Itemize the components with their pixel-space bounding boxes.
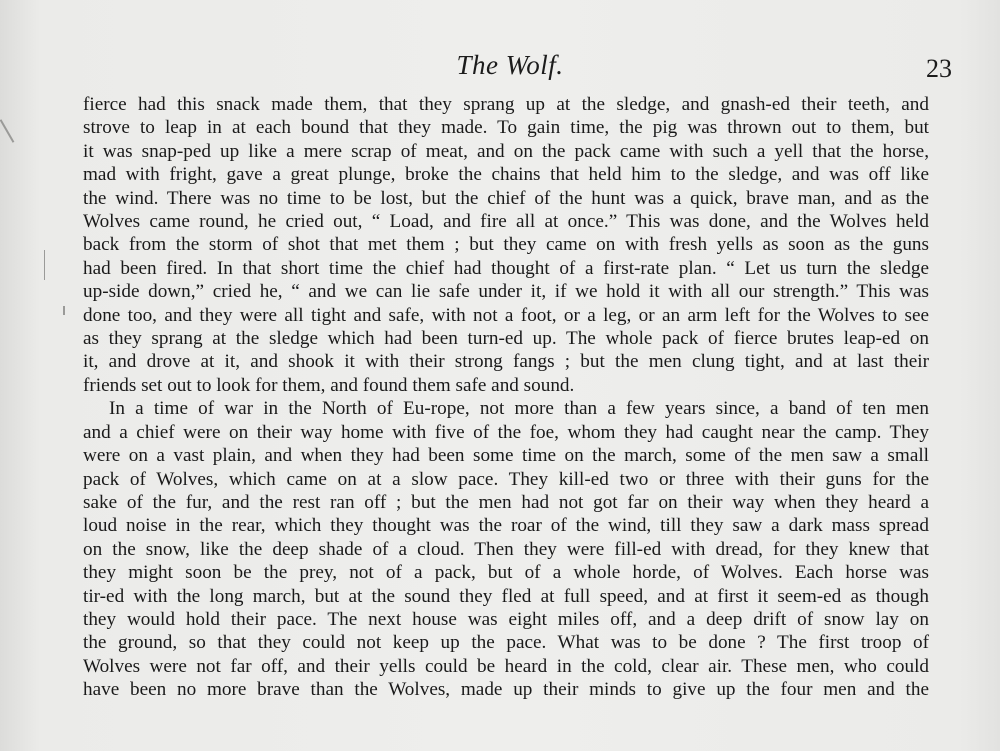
text-line: strove to leap in at each bound that they made. To gain time, the pig was thrown out to them, but <box>83 117 929 139</box>
text-line: Wolves came round, he cried out, “ Load, and fire all at once.” This was done, and the Wolves held <box>83 211 929 233</box>
text-line: on the snow, like the deep shade of a cloud. Then they were fill-ed with dread, for they knew that <box>83 538 929 560</box>
text-line: mad with fright, gave a great plunge, broke the chains that held him to the sledge, and was off like <box>83 164 929 186</box>
text-line: up-side down,” cried he, “ and we can lie safe under it, if we hold it with all our strength.” This was <box>83 281 929 303</box>
margin-mark <box>44 250 45 280</box>
text-line: done too, and they were all tight and safe, with not a foot, or a leg, or an arm left for the Wolves to see <box>83 304 929 326</box>
paragraph <box>83 93 929 397</box>
text-line: the ground, so that they could not keep up the pace. What was to be done ? The first troop of <box>83 632 929 654</box>
text-line: have been no more brave than the Wolves, made up their minds to give up the four men and the <box>83 679 929 701</box>
text-line: In a time of war in the North of Eu-rope, not more than a few years since, a band of ten men <box>109 398 929 420</box>
text-line: it was snap-ped up like a mere scrap of meat, and on the pack came with such a yell that the horse, <box>83 140 929 162</box>
body-text <box>83 93 929 702</box>
text-line: it, and drove at it, and shook it with their strong fangs ; but the men clung tight, and at last their <box>83 351 929 373</box>
paragraph <box>83 397 929 701</box>
text-line: the wind. There was no time to be lost, but the chief of the hunt was a quick, brave man, and as the <box>83 187 929 209</box>
margin-mark <box>63 306 65 315</box>
page-header <box>80 50 952 90</box>
running-title: The Wolf. <box>456 50 564 80</box>
text-line: were on a vast plain, and when they had been some time on the march, some of the men saw a small <box>83 445 929 467</box>
text-line: they might soon be the prey, not of a pack, but of a whole horde, of Wolves. Each horse was <box>83 562 929 584</box>
text-line: had been fired. In that short time the chief had thought of a first-rate plan. “ Let us turn the sledge <box>83 257 929 279</box>
text-line: and a chief were on their way home with five of the foe, whom they had caught near the camp. They <box>83 421 929 443</box>
margin-mark <box>0 119 14 143</box>
page-number: 23 <box>926 54 952 83</box>
text-line: as they sprang at the sledge which had been turn-ed up. The whole pack of fierce brutes leap-ed on <box>83 328 929 350</box>
text-line: tir-ed with the long march, but at the sound they fled at full speed, and at first it seem-ed as though <box>83 585 929 607</box>
text-line: fierce had this snack made them, that they sprang up at the sledge, and gnash-ed their teeth, and <box>83 94 929 115</box>
text-line: loud noise in the rear, which they thought was the roar of the wind, till they saw a dark mass spread <box>83 515 929 537</box>
text-line: back from the storm of shot that met them ; but they came on with fresh yells as soon as the guns <box>83 234 929 256</box>
text-line: pack of Wolves, which came on at a slow pace. They kill-ed two or three with their guns for the <box>83 468 929 490</box>
text-line: Wolves were not far off, and their yells could be heard in the cold, clear air. These men, who could <box>83 655 929 677</box>
text-line: friends set out to look for them, and found them safe and sound. <box>83 374 575 396</box>
text-line: sake of the fur, and the rest ran off ; but the men had not got far on their way when they heard a <box>83 491 929 513</box>
text-line: they would hold their pace. The next house was eight miles off, and a deep drift of snow lay on <box>83 608 929 630</box>
